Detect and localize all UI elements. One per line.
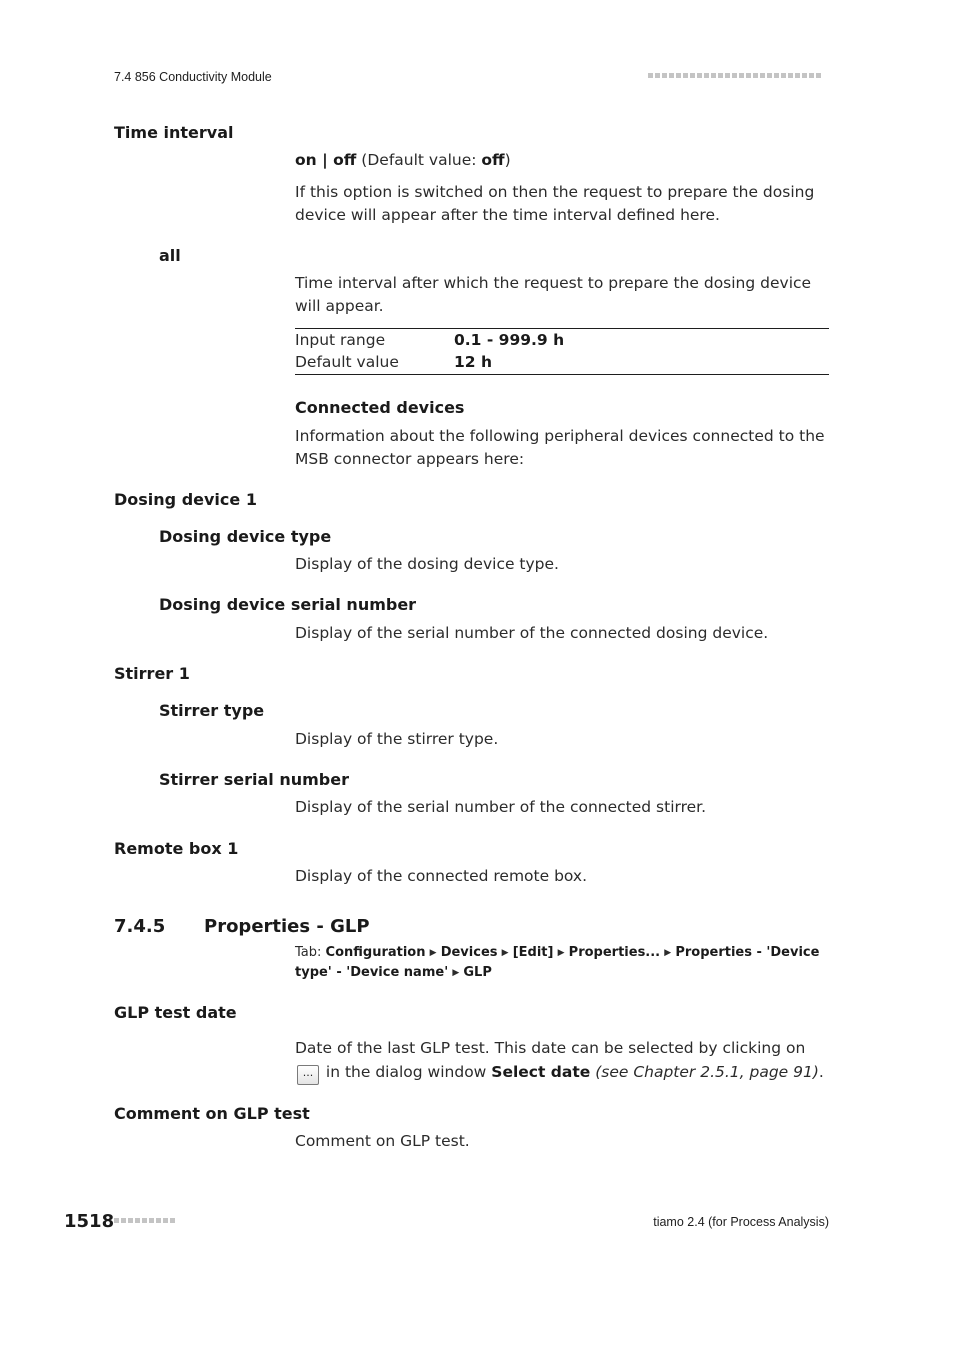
- param-value: 12 h: [454, 353, 493, 371]
- switch-on-label: on: [295, 151, 317, 169]
- switch-separator: |: [316, 151, 334, 169]
- param-value: 0.1 - 999.9 h: [454, 331, 565, 349]
- ellipsis-button[interactable]: ...: [297, 1065, 319, 1085]
- connected-devices-heading: Connected devices: [295, 398, 465, 417]
- connected-devices-description: Information about the following peripheral devices connected to the MSB connector appears here:: [295, 427, 825, 468]
- remote-box-desc: Display of the connected remote box.: [295, 867, 588, 885]
- stirrer-type-desc: Display of the stirrer type.: [295, 730, 499, 748]
- switch-off-label: off: [333, 151, 357, 169]
- glp-comment-desc: Comment on GLP test.: [295, 1132, 470, 1150]
- dosing-device-type-desc: Display of the dosing device type.: [295, 555, 559, 573]
- stirrer-serial-heading: Stirrer serial number: [159, 770, 349, 789]
- running-header-section: 7.4 856 Conductivity Module: [114, 70, 272, 84]
- triangle-right-icon: ▶: [452, 968, 460, 978]
- desc-text: Date of the last GLP test. This date can be selected by clicking on: [295, 1039, 806, 1057]
- dosing-device-type-heading: Dosing device type: [159, 527, 332, 546]
- tab-path-item: Properties - 'Device type' - 'Device name': [295, 945, 820, 980]
- time-interval-switch: [295, 149, 829, 172]
- desc-text: in the dialog window: [321, 1063, 492, 1081]
- chapter-reference-link[interactable]: (see Chapter 2.5.1, page 91): [590, 1063, 819, 1081]
- triangle-right-icon: ▶: [557, 948, 565, 958]
- tab-path-item: Configuration: [325, 945, 426, 960]
- glp-test-date-desc: [295, 1036, 829, 1085]
- triangle-right-icon: ▶: [664, 948, 672, 958]
- stirrer-type-heading: Stirrer type: [159, 701, 265, 720]
- header-decoration: [648, 73, 821, 78]
- dosing-device-heading: Dosing device 1: [114, 490, 257, 509]
- all-description: Time interval after which the request to prepare the dosing device will appear.: [295, 274, 812, 315]
- tab-path-item: Properties...: [568, 945, 661, 960]
- page-number: 1518: [64, 1211, 115, 1232]
- stirrer-heading: Stirrer 1: [114, 664, 190, 683]
- param-label: Input range: [295, 331, 386, 349]
- tab-prefix: Tab:: [295, 945, 326, 960]
- triangle-right-icon: ▶: [429, 948, 437, 958]
- section-number: 7.4.5: [114, 916, 166, 937]
- tab-path-item: [Edit]: [512, 945, 554, 960]
- time-interval-heading: Time interval: [114, 123, 234, 142]
- parameter-table: [295, 329, 829, 373]
- table-row: [295, 351, 829, 373]
- default-prefix: (Default value:: [356, 151, 482, 169]
- dosing-device-serial-desc: Display of the serial number of the connected dosing device.: [295, 624, 769, 642]
- time-interval-description: If this option is switched on then the request to prepare the dosing device will appear after the time interval defined here.: [295, 183, 815, 224]
- dialog-name: Select date: [491, 1063, 591, 1081]
- default-suffix: ): [504, 151, 511, 169]
- stirrer-serial-desc: Display of the serial number of the connected stirrer.: [295, 798, 707, 816]
- table-row: [295, 329, 829, 351]
- param-label: Default value: [295, 353, 399, 371]
- glp-comment-heading: Comment on GLP test: [114, 1104, 310, 1123]
- section-title: Properties - GLP: [204, 916, 370, 937]
- desc-text: .: [818, 1063, 824, 1081]
- footer-decoration: [114, 1218, 175, 1223]
- glp-test-date-heading: GLP test date: [114, 1003, 237, 1022]
- tab-path-item: Devices: [440, 945, 498, 960]
- remote-box-heading: Remote box 1: [114, 839, 239, 858]
- all-heading: all: [159, 246, 181, 265]
- dosing-device-serial-heading: Dosing device serial number: [159, 595, 417, 614]
- triangle-right-icon: ▶: [501, 948, 509, 958]
- tab-path-item: GLP: [463, 965, 492, 980]
- table-bottom-rule: [295, 374, 829, 375]
- tab-navigation-path: [295, 943, 829, 983]
- running-footer-product: tiamo 2.4 (for Process Analysis): [653, 1215, 829, 1229]
- default-value: off: [481, 151, 505, 169]
